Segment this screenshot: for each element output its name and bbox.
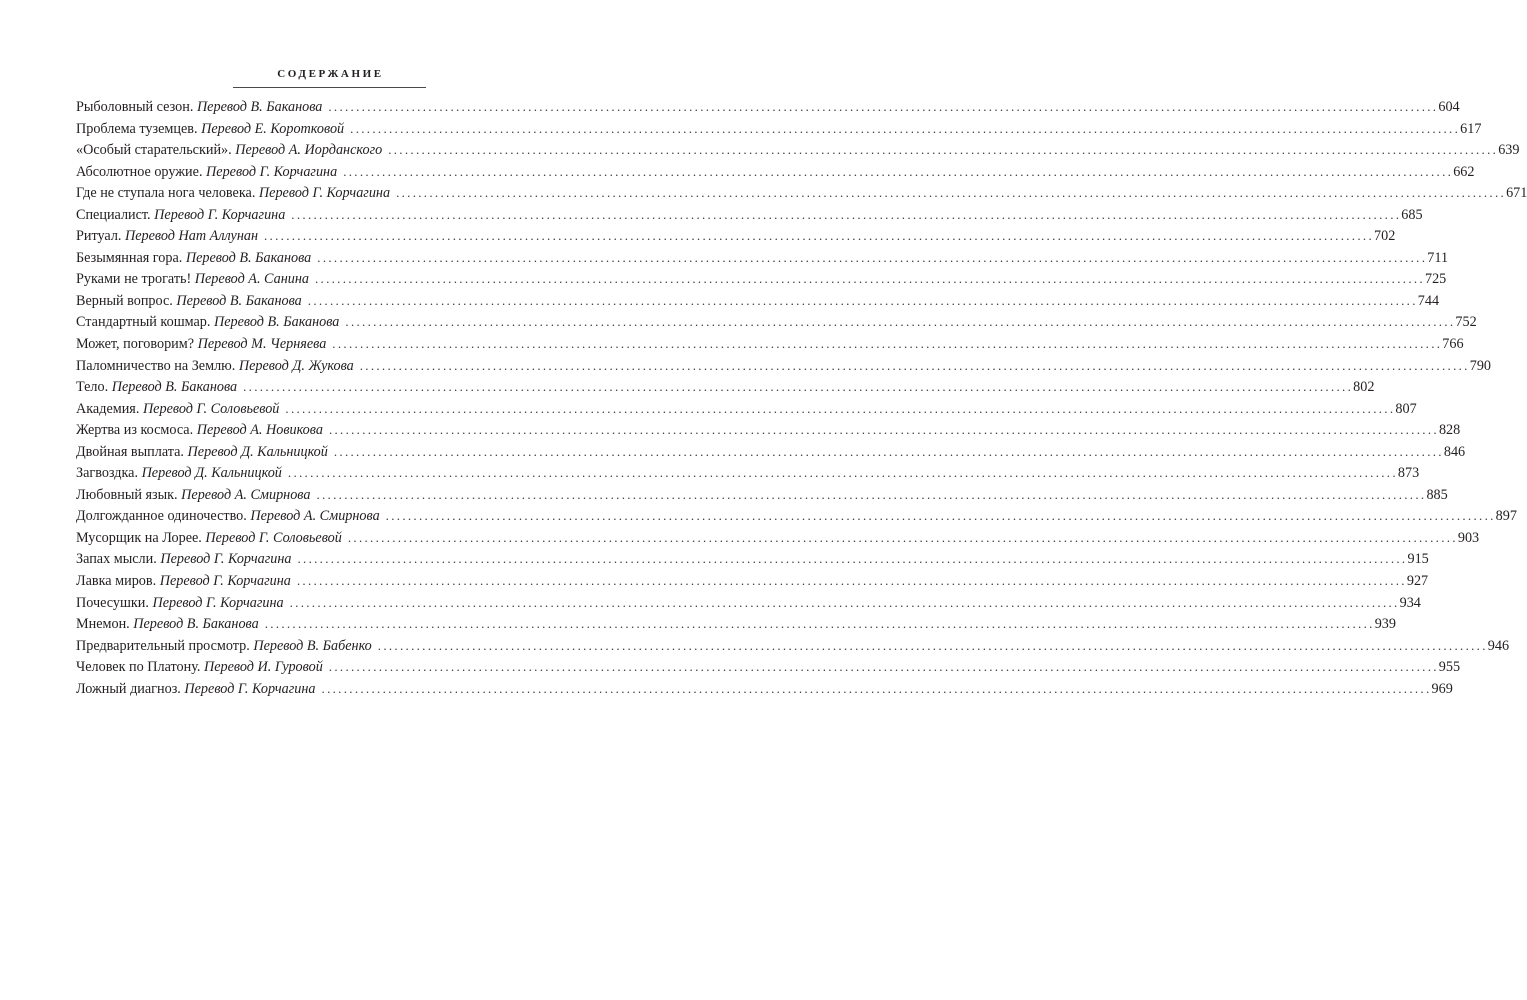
- dot-leader: ........................................................................................................................................................................................................: [350, 120, 1461, 136]
- entry-translator: Перевод Г. Соловьевой: [205, 529, 342, 546]
- entry-title: Тело.: [76, 379, 109, 396]
- toc-entry: [76, 635, 1510, 657]
- entry-title: Любовный язык.: [76, 486, 178, 503]
- entry-translator: Перевод М. Черняева: [197, 336, 327, 353]
- dot-leader: ........................................................................................................................................................................................................: [359, 357, 1470, 373]
- entry-title: Жертва из космоса.: [76, 422, 194, 439]
- entry-page-number: 725: [1424, 271, 1447, 288]
- dot-leader: ........................................................................................................................................................................................................: [296, 573, 1407, 589]
- toc-entry: [76, 484, 1448, 506]
- entry-translator: Перевод Д. Кальницкой: [141, 465, 282, 482]
- entry-translator: Перевод Е. Коротковой: [201, 120, 345, 137]
- toc-entry: [76, 333, 1464, 355]
- toc-entry: [76, 355, 1492, 377]
- entry-translator: Перевод В. Бабенко: [253, 637, 372, 654]
- entry-title: Ритуал.: [76, 228, 122, 245]
- entry-page-number: 927: [1406, 573, 1429, 590]
- entry-translator: Перевод В. Баканова: [196, 99, 323, 115]
- entry-page-number: 752: [1455, 314, 1477, 331]
- entry-translator: Перевод В. Баканова: [111, 379, 238, 396]
- entry-page-number: 897: [1495, 508, 1517, 525]
- entry-translator: Перевод А. Смирнова: [250, 508, 380, 525]
- dot-leader: ........................................................................................................................................................................................................: [314, 271, 1425, 287]
- entry-title: Мусорщик на Лорее.: [76, 529, 202, 546]
- toc-entry: [76, 656, 1461, 678]
- entry-translator: Перевод Г. Корчагина: [154, 206, 286, 223]
- toc-entry: [76, 527, 1480, 549]
- entry-page-number: 903: [1457, 529, 1480, 546]
- entry-title: Загвоздка.: [76, 465, 139, 482]
- entry-title: Ложный диагноз.: [76, 680, 181, 697]
- entry-title: Долгожданное одиночество.: [76, 508, 247, 525]
- dot-leader: ........................................................................................................................................................................................................: [264, 228, 1374, 244]
- dot-leader: ........................................................................................................................................................................................................: [297, 551, 1408, 567]
- entry-page-number: 790: [1469, 357, 1492, 374]
- contents-header: [0, 64, 659, 82]
- entry-page-number: 685: [1401, 206, 1423, 223]
- entry-translator: Перевод А. Иорданского: [235, 142, 383, 159]
- entry-title: «Особый старательский».: [76, 142, 232, 159]
- toc-entry: [76, 139, 1520, 161]
- entry-page-number: 617: [1460, 120, 1482, 137]
- entry-title: Паломничество на Землю.: [76, 357, 236, 374]
- entry-page-number: 802: [1353, 379, 1375, 396]
- entry-page-number: 969: [1431, 680, 1453, 697]
- header-divider: [233, 87, 426, 88]
- entry-translator: Перевод Г. Корчагина: [160, 551, 292, 568]
- toc-entry: [76, 548, 1429, 570]
- entry-translator: Перевод А. Смирнова: [181, 486, 311, 503]
- toc-entry: [76, 419, 1461, 441]
- toc-entry: [76, 376, 1375, 398]
- toc-entry: [76, 398, 1417, 420]
- entry-translator: Перевод А. Новикова: [196, 422, 323, 439]
- entry-title: Человек по Платону.: [76, 659, 201, 676]
- entry-page-number: 639: [1498, 142, 1520, 159]
- entry-translator: Перевод Д. Жукова: [238, 357, 354, 374]
- dot-leader: ........................................................................................................................................................................................................: [332, 336, 1443, 352]
- entry-page-number: 915: [1407, 551, 1429, 568]
- entry-page-number: 766: [1442, 336, 1464, 353]
- toc-entry: [76, 505, 1517, 527]
- entry-translator: Перевод В. Баканова: [185, 249, 312, 266]
- entry-title: Верный вопрос.: [76, 292, 173, 309]
- dot-leader: ........................................................................................................................................................................................................: [333, 443, 1444, 459]
- toc-entry: [76, 592, 1421, 614]
- entry-translator: Перевод И. Гуровой: [204, 659, 323, 676]
- entry-page-number: 702: [1374, 228, 1396, 245]
- page-title: СОДЕРЖАНИЕ: [277, 68, 384, 80]
- toc-entry: [76, 613, 1396, 635]
- toc-entry: [76, 678, 1453, 700]
- dot-leader: ........................................................................................................................................................................................................: [328, 99, 1439, 114]
- entry-translator: Перевод В. Баканова: [133, 616, 259, 633]
- entry-page-number: 662: [1453, 163, 1475, 180]
- entry-title: Почесушки.: [76, 594, 149, 611]
- dot-leader: ........................................................................................................................................................................................................: [345, 314, 1456, 330]
- entry-translator: Перевод В. Баканова: [213, 314, 340, 331]
- entry-page-number: 946: [1487, 637, 1510, 654]
- dot-leader: ........................................................................................................................................................................................................: [347, 529, 1458, 545]
- dot-leader: ........................................................................................................................................................................................................: [317, 249, 1428, 265]
- entry-page-number: 807: [1395, 400, 1417, 417]
- toc-entry: [76, 441, 1466, 463]
- table-of-contents: [76, 96, 1527, 699]
- toc-entry: [76, 225, 1396, 247]
- dot-leader: ........................................................................................................................................................................................................: [291, 206, 1402, 222]
- toc-entry: [76, 118, 1482, 140]
- entry-translator: Перевод В. Баканова: [176, 292, 302, 309]
- entry-page-number: 846: [1443, 443, 1466, 460]
- dot-leader: ........................................................................................................................................................................................................: [289, 594, 1400, 610]
- entry-page-number: 671: [1506, 185, 1527, 202]
- dot-leader: ........................................................................................................................................................................................................: [377, 637, 1488, 653]
- entry-title: Академия.: [76, 400, 140, 417]
- toc-entry: [76, 182, 1527, 204]
- entry-title: Специалист.: [76, 206, 151, 223]
- entry-page-number: 604: [1438, 99, 1460, 115]
- toc-entry: [76, 204, 1423, 226]
- dot-leader: ........................................................................................................................................................................................................: [388, 142, 1499, 158]
- entry-translator: Перевод Г. Корчагина: [159, 573, 291, 590]
- dot-leader: ........................................................................................................................................................................................................: [343, 163, 1454, 179]
- entry-page-number: 885: [1426, 486, 1448, 503]
- toc-entry: [76, 247, 1449, 269]
- dot-leader: ........................................................................................................................................................................................................: [307, 292, 1418, 308]
- dot-leader: ........................................................................................................................................................................................................: [321, 680, 1432, 696]
- entry-translator: Перевод Д. Кальницкой: [187, 443, 328, 460]
- entry-translator: Перевод Г. Соловьевой: [142, 400, 280, 417]
- entry-page-number: 711: [1427, 249, 1449, 266]
- dot-leader: ........................................................................................................................................................................................................: [385, 508, 1496, 524]
- entry-page-number: 939: [1374, 616, 1396, 633]
- dot-leader: ........................................................................................................................................................................................................: [328, 422, 1439, 438]
- dot-leader: ........................................................................................................................................................................................................: [264, 616, 1375, 632]
- entry-translator: Перевод Г. Корчагина: [152, 594, 284, 611]
- toc-entry: [76, 290, 1440, 312]
- entry-title: Рыболовный сезон.: [76, 99, 194, 115]
- entry-page-number: 934: [1399, 594, 1421, 611]
- entry-title: Запах мысли.: [76, 551, 157, 568]
- toc-entry: [76, 161, 1475, 183]
- entry-title: Двойная выплата.: [76, 443, 184, 460]
- entry-translator: Перевод Г. Корчагина: [206, 163, 338, 180]
- entry-title: Может, поговорим?: [76, 336, 195, 353]
- dot-leader: ........................................................................................................................................................................................................: [396, 185, 1507, 201]
- entry-page-number: 873: [1397, 465, 1420, 482]
- entry-translator: Перевод Г. Корчагина: [258, 185, 391, 202]
- entry-title: Предварительный просмотр.: [76, 637, 250, 654]
- dot-leader: ........................................................................................................................................................................................................: [316, 486, 1427, 502]
- dot-leader: ........................................................................................................................................................................................................: [328, 659, 1439, 675]
- entry-title: Мнемон.: [76, 616, 130, 633]
- entry-translator: Перевод А. Санина: [194, 271, 309, 288]
- toc-entry: [76, 462, 1420, 484]
- toc-entry: [76, 570, 1429, 592]
- entry-title: Где не ступала нога человека.: [76, 185, 256, 202]
- dot-leader: ........................................................................................................................................................................................................: [287, 465, 1398, 481]
- entry-title: Абсолютное оружие.: [76, 163, 203, 180]
- toc-entry: [76, 96, 1460, 118]
- entry-title: Лавка миров.: [76, 573, 157, 590]
- entry-page-number: 828: [1438, 422, 1461, 439]
- toc-entry: [76, 311, 1477, 333]
- entry-page-number: 744: [1417, 292, 1440, 309]
- dot-leader: ........................................................................................................................................................................................................: [243, 379, 1354, 395]
- entry-page-number: 955: [1438, 659, 1461, 676]
- entry-title: Проблема туземцев.: [76, 120, 198, 137]
- entry-title: Руками не трогать!: [76, 271, 192, 288]
- entry-title: Стандартный кошмар.: [76, 314, 211, 331]
- entry-translator: Перевод Г. Корчагина: [184, 680, 316, 697]
- toc-entry: [76, 268, 1447, 290]
- dot-leader: ........................................................................................................................................................................................................: [285, 400, 1396, 416]
- entry-title: Безымянная гора.: [76, 249, 183, 266]
- entry-translator: Перевод Нат Аллунан: [125, 228, 258, 245]
